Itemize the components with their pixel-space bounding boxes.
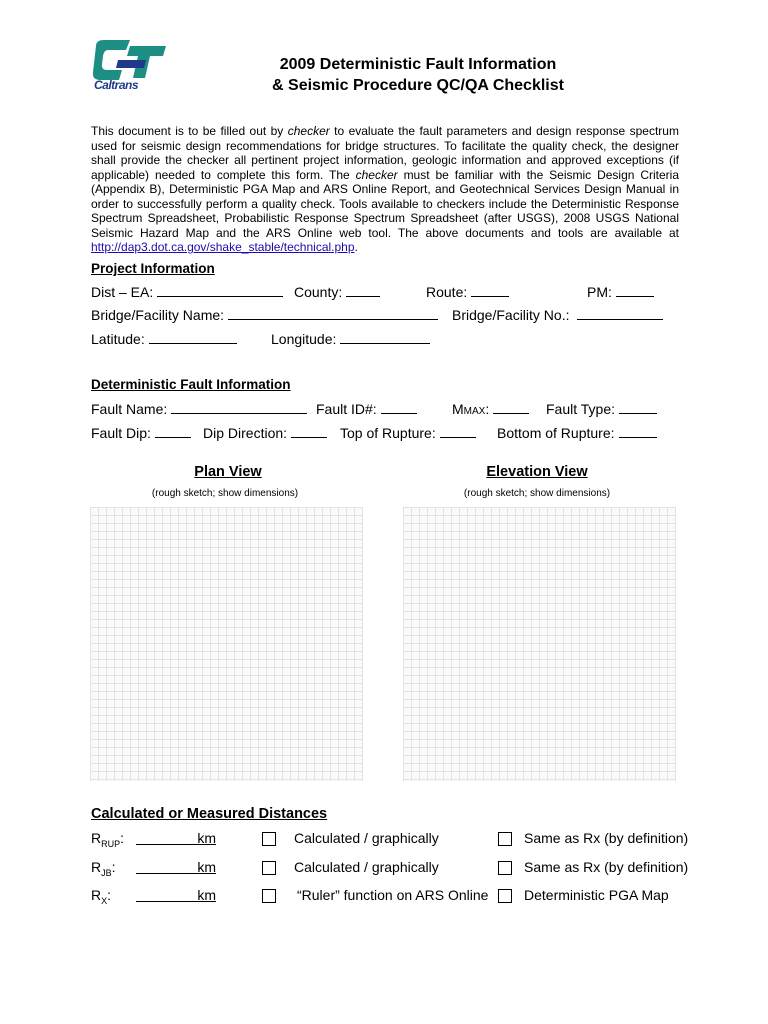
rjb-same-as-rx-checkbox[interactable] (498, 861, 512, 875)
rrup-same-as-rx-label: Same as Rx (by definition) (524, 830, 689, 846)
bridge-name-field: Bridge/Facility Name: (91, 307, 438, 323)
rrup-calculated-label: Calculated / graphically (294, 830, 439, 846)
logo-text: Caltrans (94, 78, 139, 92)
dip-direction-input[interactable] (291, 425, 327, 438)
fault-name-input[interactable] (171, 401, 307, 414)
plan-view-subtitle: (rough sketch; show dimensions) (151, 488, 299, 499)
plan-view-title: Plan View (194, 464, 262, 480)
bottom-rupture-field: Bottom of Rupture: (497, 425, 657, 441)
route-field: Route: (426, 284, 509, 300)
rjb-label: $R_{JB}$: (91, 859, 116, 878)
page-title-line1: 2009 Deterministic Fault Information (279, 56, 557, 73)
pm-input[interactable] (616, 284, 654, 297)
longitude-field: Longitude: (271, 331, 430, 347)
top-rupture-input[interactable] (440, 425, 476, 438)
plan-view-sketch-grid[interactable] (90, 507, 363, 781)
rrup-input[interactable]: km (136, 830, 216, 845)
elevation-view-sketch-grid[interactable] (403, 507, 676, 781)
longitude-input[interactable] (340, 331, 430, 344)
pm-field: PM: (587, 284, 654, 300)
fault-information-heading: Deterministic Fault Information (91, 377, 291, 392)
latitude-input[interactable] (149, 331, 237, 344)
bridge-no-field: Bridge/Facility No.: (452, 307, 663, 323)
bottom-rupture-input[interactable] (619, 425, 657, 438)
rx-input[interactable]: km (136, 887, 216, 902)
distances-heading: Calculated or Measured Distances (91, 806, 328, 822)
mmax-field: MMAX: (452, 401, 529, 417)
rjb-input[interactable]: km (136, 859, 216, 874)
rx-pga-map-label: Deterministic PGA Map (524, 887, 669, 903)
latitude-field: Latitude: (91, 331, 237, 347)
fault-type-input[interactable] (619, 401, 657, 414)
rrup-label: $R_{RUP}$: (91, 830, 125, 849)
county-input[interactable] (346, 284, 380, 297)
caltrans-logo (90, 38, 168, 94)
rjb-calculated-checkbox[interactable] (262, 861, 276, 875)
fault-id-field: Fault ID#: (316, 401, 417, 417)
county-field: County: (294, 284, 380, 300)
fault-name-field: Fault Name: (91, 401, 307, 417)
rx-ruler-checkbox[interactable] (262, 889, 276, 903)
rrup-calculated-checkbox[interactable] (262, 832, 276, 846)
mmax-input[interactable] (493, 401, 529, 414)
fault-id-input[interactable] (381, 401, 417, 414)
route-input[interactable] (471, 284, 509, 297)
page-title-line2: & Seismic Procedure QC/QA Checklist (272, 77, 564, 94)
elevation-view-title: Elevation View (486, 464, 588, 480)
top-rupture-field: Top of Rupture: (340, 425, 476, 441)
fault-dip-field: Fault Dip: (91, 425, 191, 441)
rx-pga-map-checkbox[interactable] (498, 889, 512, 903)
bridge-no-input[interactable] (577, 307, 663, 320)
rjb-same-as-rx-label: Same as Rx (by definition) (524, 859, 689, 875)
fault-dip-input[interactable] (155, 425, 191, 438)
dist-ea-field: Dist – EA: (91, 284, 283, 300)
project-information-heading: Project Information (91, 261, 215, 276)
intro-paragraph: This document is to be filled out by checker to evaluate the fault parameters and design response spectrum used for seismic design recommendations for bridge structures. To facilitate the quality check, the designer shall provide the checker all pertinent project information, geologic information and approved exceptions (if applicable) needed to complete this form. The checker must be familiar with the Seismic Design Criteria (Appendix B), Deterministic PGA Map and ARS Online Report, and Geotechnical Services Design Manual in order to successfully perform a quality check. Tools available to checkers include the Deterministic Response Spectrum Spreadsheet, Probabilistic Response Spectrum Spreadsheet (after USGS), 2008 USGS National Seismic Hazard Map and the ARS Online web tool. The above documents and tools are available at http://dap3.dot.ca.gov/shake_stable/technical.php. (91, 124, 680, 254)
rjb-calculated-label: Calculated / graphically (294, 859, 439, 875)
rx-ruler-label: “Ruler” function on ARS Online (297, 887, 489, 903)
dip-direction-field: Dip Direction: (203, 425, 327, 441)
technical-link[interactable]: http://dap3.dot.ca.gov/shake_stable/technical.php (91, 240, 355, 254)
elevation-view-subtitle: (rough sketch; show dimensions) (463, 488, 611, 499)
dist-ea-input[interactable] (157, 284, 283, 297)
rx-label: $R_X$: (91, 887, 112, 906)
fault-type-field: Fault Type: (546, 401, 657, 417)
rrup-same-as-rx-checkbox[interactable] (498, 832, 512, 846)
bridge-name-input[interactable] (228, 307, 438, 320)
